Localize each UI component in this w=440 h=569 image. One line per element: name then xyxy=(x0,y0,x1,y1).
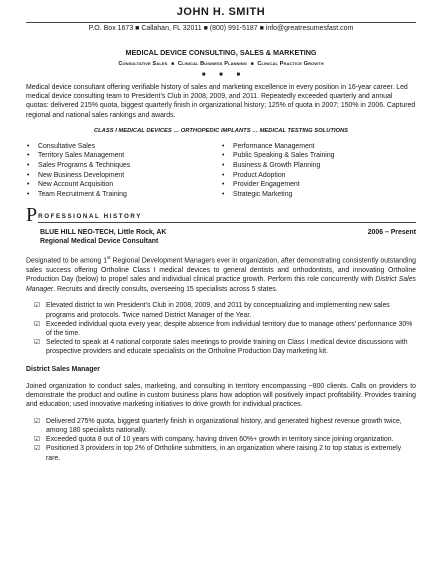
skill-item: • Business & Growth Planning xyxy=(221,161,416,171)
skill-item: • Performance Management xyxy=(221,142,416,152)
checkbox-icon: ☑ xyxy=(34,445,40,453)
sub-role-paragraph: Joined organization to conduct sales, marketing, and consulting in territory encompassing ~800 clients. Calls on providers to demonstrate the product and outline in custom business plans how adoption will positively impact profitability. Provides training and education; used innovative marketing initiatives to drive growth for individual practices. xyxy=(26,382,416,409)
achievement-text: Exceeded quota 8 out of 10 years with company, having driven 60%+ growth in territory since joining organization. xyxy=(46,436,394,444)
intro-text: Designated to be among 1 xyxy=(26,257,108,265)
job-header xyxy=(26,229,416,236)
specialty-2: Clinical Business Planning xyxy=(177,61,247,67)
achievement-text: Delivered 275% quota, biggest quarterly finish in organizational history, and generated highest revenue growth twice, among 180 specialists nationally. xyxy=(46,417,402,434)
skill-item: • Strategic Marketing xyxy=(221,190,416,200)
intro-superscript: st xyxy=(107,255,111,261)
skill-item: • Public Speaking & Sales Training xyxy=(221,151,416,161)
headline: MEDICAL DEVICE CONSULTING, SALES & MARKETING xyxy=(125,48,317,57)
intro-text: Regional Development Managers ever in organization, after demonstrating consistently outstanding sales success offering Ortholine Class I medical devices to general dentists and orthodontists, and innovating Ortholine Production Day (below) to propel sales and individual clinical practice growth. Perform this role concurrently with xyxy=(26,257,416,284)
specialty-1: Consultative Sales xyxy=(118,61,168,67)
contact-line: P.O. Box 1673 ■ Callahan, FL 32011 ■ (800) 991-5187 ■ info@greatresumesfast.com xyxy=(88,25,354,32)
intro-text: . Recruits and directly consults, overseeing 15 specialists across 5 states. xyxy=(53,285,278,293)
section-initial: P xyxy=(26,204,38,227)
section-title: ROFESSIONAL HISTORY xyxy=(38,213,416,223)
checkbox-icon: ☑ xyxy=(34,417,40,425)
job-dates: 2006 – Present xyxy=(367,229,416,237)
skill-item: • Territory Sales Management xyxy=(26,151,221,161)
sub-role-title: District Sales Manager xyxy=(26,365,100,373)
skill-item: • Sales Programs & Techniques xyxy=(26,161,221,171)
focus-line: CLASS I MEDICAL DEVICES … ORTHOPEDIC IMPLANTS … MEDICAL TESTING SOLUTIONS xyxy=(93,127,349,134)
checkbox-icon: ☑ xyxy=(34,302,40,310)
achievement-text: Selected to speak at 4 national corporate sales meetings to provide training on Class I medical device discussions with prospective providers and educate specialists on the Ortholine Production Day marketing kit. xyxy=(46,339,408,356)
header-rule xyxy=(26,22,416,23)
checkbox-icon: ☑ xyxy=(34,320,40,328)
achievement-text: Elevated district to win President’s Club in 2008, 2009, and 2011 by conceptualizing and implementing new sales programs and protocols. Twice named District Manager of the Year. xyxy=(46,302,390,319)
checkbox-icon: ☑ xyxy=(34,436,40,444)
achievement-item xyxy=(26,338,416,356)
skill-item: • Provider Engagement xyxy=(221,180,416,190)
skill-item: • Product Adoption xyxy=(221,171,416,181)
achievement-text: Positioned 3 providers in top 2% of Ortholine submitters, in an organization where raising 2 to top status is extremely rare. xyxy=(46,445,402,462)
specialty-separator: ■ xyxy=(250,61,254,67)
sub-achievement-list xyxy=(26,417,416,463)
skill-item: • Team Recruitment & Training xyxy=(26,190,221,200)
specialty-line xyxy=(26,61,416,67)
achievement-list xyxy=(26,301,416,356)
summary-paragraph: Medical device consultant offering verifiable history of sales and marketing excellence in every position in 16-year career. Led medical device consulting team to President’s Club in 2008, 2009, and 2011. Repeatedly exceeded quarterly and annual quotas: delivered 215% quota, biggest quarterly finish in organizational history; 125% of quota in 2007; 150% in 2006. Captured regional and national sales rankings and awards. xyxy=(26,84,416,119)
achievement-text: Exceeded individual quota every year, despite absence from individual territory due to manage others’ performance 30% of the time. xyxy=(46,320,413,337)
achievement-item xyxy=(26,444,416,462)
intro-emphasis: District Sales Manager xyxy=(26,276,416,293)
achievement-item xyxy=(26,435,416,444)
achievement-item xyxy=(26,320,416,338)
job-title: Regional Medical Device Consultant xyxy=(40,238,159,246)
specialty-separator: ■ xyxy=(171,61,175,67)
checkbox-icon: ☑ xyxy=(34,339,40,347)
divider-squares: ■ ■ ■ xyxy=(201,72,247,78)
section-heading-professional-history xyxy=(26,204,416,227)
skills-right-column xyxy=(221,142,416,200)
skills-left-column xyxy=(26,142,221,200)
candidate-name: JOHN H. SMITH xyxy=(176,6,266,18)
specialty-3: Clinical Practice Growth xyxy=(257,61,324,67)
achievement-item xyxy=(26,301,416,319)
skill-item: • Consultative Sales xyxy=(26,142,221,152)
skill-item: • New Account Acquisition xyxy=(26,180,221,190)
skill-item: • New Business Development xyxy=(26,171,221,181)
company-name: BLUE HILL NEO-TECH, Little Rock, AK xyxy=(40,229,167,237)
achievement-item xyxy=(26,417,416,435)
job-intro-paragraph xyxy=(26,253,416,294)
skills-grid xyxy=(26,142,416,200)
